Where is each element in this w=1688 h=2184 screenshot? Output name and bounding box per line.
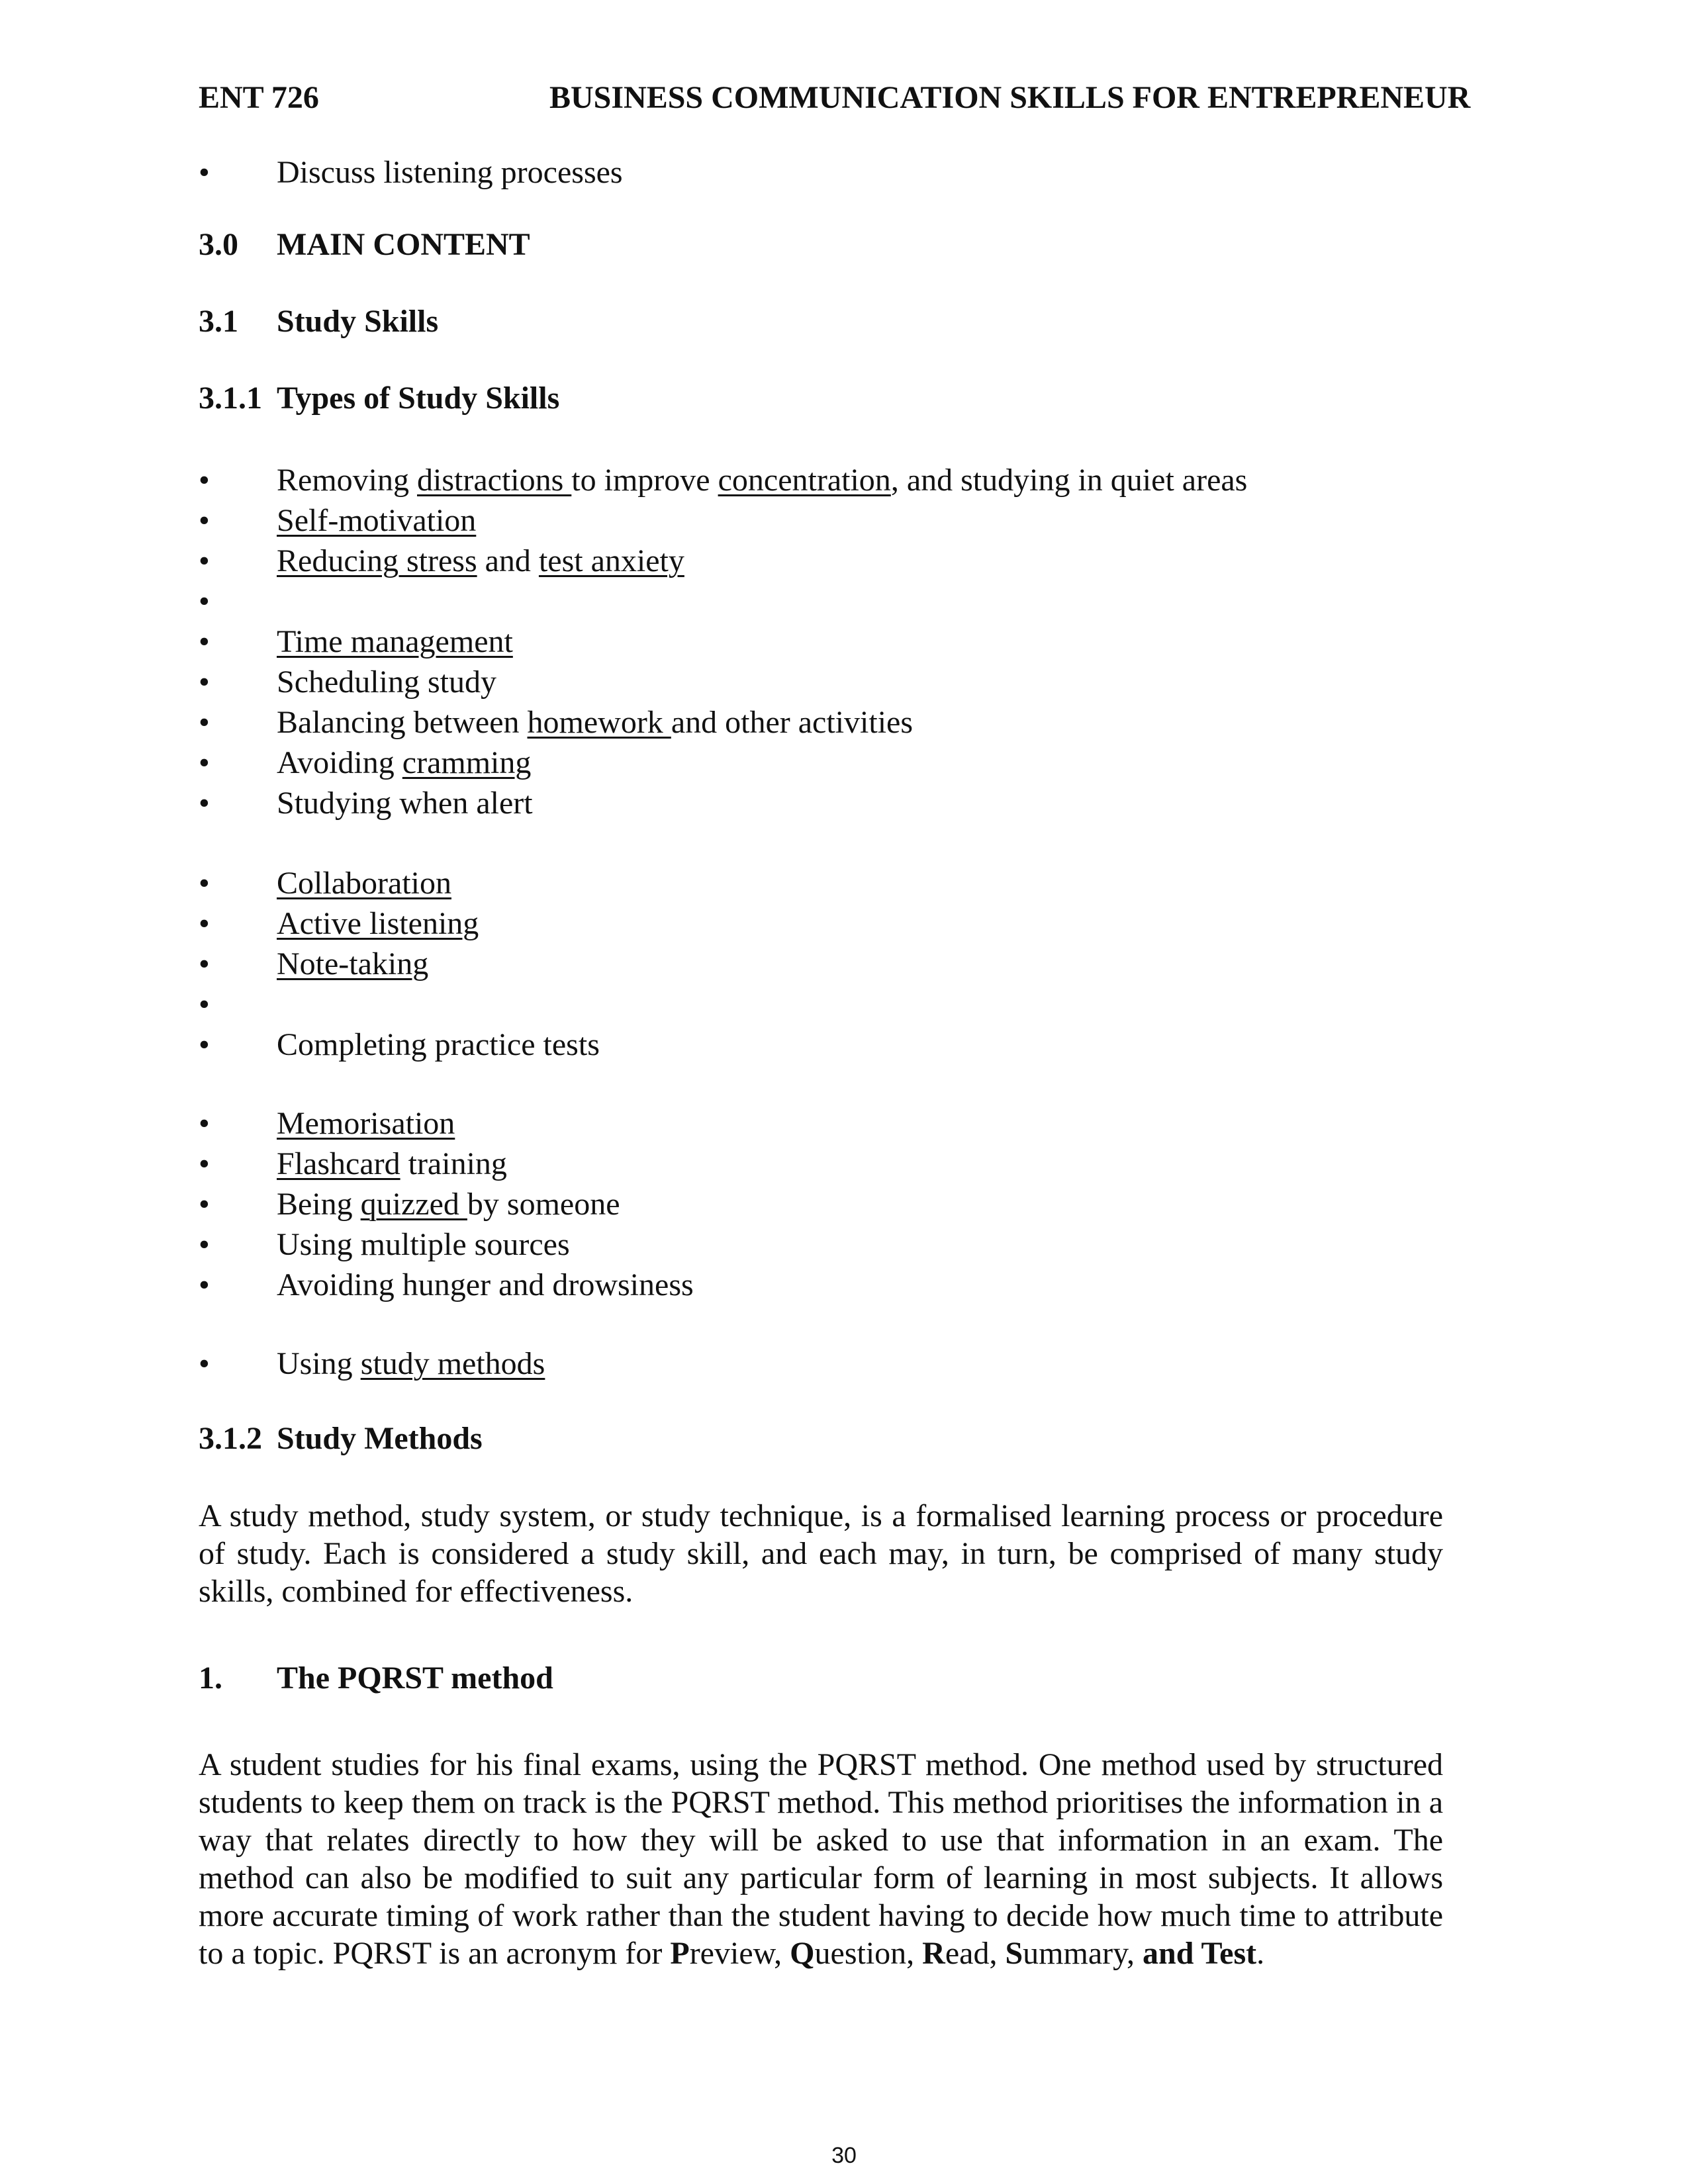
bullet-marker (199, 461, 210, 500)
bullet-marker (199, 1185, 210, 1224)
list-item (277, 1185, 620, 1224)
list-item (277, 864, 451, 903)
section-number: 3.1 (199, 304, 238, 339)
acronym-letter-s: S (1005, 1936, 1023, 1971)
list-item (277, 622, 513, 662)
list-item: Using multiple sources (277, 1227, 570, 1262)
link-quizzed[interactable]: quizzed (360, 1187, 467, 1222)
link-collaboration[interactable]: Collaboration (277, 866, 451, 901)
section-title-study-methods: Study Methods (277, 1421, 483, 1456)
link-active-listening[interactable]: Active listening (277, 906, 479, 941)
bullet-marker (199, 985, 210, 1024)
section-title-main-content: MAIN CONTENT (277, 227, 530, 262)
acronym-letter-p: P (670, 1936, 690, 1971)
link-homework[interactable]: homework (527, 705, 671, 740)
list-item (277, 743, 531, 783)
text-segment: and other activities (671, 705, 914, 740)
list-item (277, 1104, 455, 1144)
section-number: 3.1.2 (199, 1421, 262, 1456)
list-item: Scheduling study (277, 664, 496, 700)
text-segment: Being (277, 1187, 361, 1222)
link-note-taking[interactable]: Note-taking (277, 946, 429, 981)
list-item (277, 944, 428, 984)
list-item: Avoiding hunger and drowsiness (277, 1267, 694, 1302)
text-segment: Balancing between (277, 705, 528, 740)
bullet-marker (199, 944, 210, 984)
list-item: Studying when alert (277, 786, 533, 821)
link-time-management[interactable]: Time management (277, 624, 513, 659)
text-segment: ummary, (1023, 1936, 1143, 1971)
text-segment: , and studying in quiet areas (890, 463, 1248, 498)
text-segment: Using (277, 1346, 361, 1381)
method-title-pqrst: The PQRST method (277, 1661, 553, 1696)
pqrst-paragraph (199, 1746, 1443, 1972)
course-code: ENT 726 (199, 80, 319, 115)
link-study-methods[interactable]: study methods (360, 1346, 545, 1381)
bullet-marker (199, 784, 210, 823)
link-concentration[interactable]: concentration (718, 463, 891, 498)
bullet-marker (199, 1144, 210, 1184)
section-number: 3.0 (199, 227, 238, 262)
list-item (277, 703, 913, 743)
text-segment: Avoiding (277, 745, 402, 780)
bullet-marker (199, 703, 210, 743)
link-memorisation[interactable]: Memorisation (277, 1106, 455, 1141)
text-segment: A student studies for his final exams, using the PQRST method. One method used by structured students to keep them on track is the PQRST method. This method prioritises the information in a way that relates directly to how they will be asked to use that information in an exam. The method can also be modified to suit any particular form of learning in most subjects. It allows more accurate timing of work rather than the student having to decide how much time to attribute to a topic. PQRST is an acronym for (199, 1747, 1443, 1971)
objective-item: Discuss listening processes (277, 155, 623, 190)
bullet-marker (199, 1025, 210, 1065)
text-segment: to improve (571, 463, 718, 498)
list-item (277, 1344, 545, 1384)
link-flashcard[interactable]: Flashcard (277, 1146, 400, 1181)
bullet-marker (199, 153, 210, 193)
acronym-letter-q: Q (790, 1936, 815, 1971)
section-title-study-skills: Study Skills (277, 304, 439, 339)
bullet-marker (199, 541, 210, 581)
list-item (277, 461, 1247, 500)
link-self-motivation[interactable]: Self-motivation (277, 503, 477, 538)
link-cramming[interactable]: cramming (402, 745, 532, 780)
text-segment: . (1256, 1936, 1265, 1971)
text-segment: review, (689, 1936, 790, 1971)
course-title: BUSINESS COMMUNICATION SKILLS FOR ENTREPRENEUR (549, 80, 1471, 115)
list-item: Completing practice tests (277, 1027, 600, 1062)
link-distractions[interactable]: distractions (417, 463, 572, 498)
text-segment: training (400, 1146, 507, 1181)
bullet-marker (199, 1104, 210, 1144)
text-segment: ead, (945, 1936, 1006, 1971)
acronym-and-test: and Test (1143, 1936, 1257, 1971)
bullet-marker (199, 1265, 210, 1305)
section-number: 3.1.1 (199, 381, 262, 416)
section-title-types-of-study-skills: Types of Study Skills (277, 381, 560, 416)
link-test-anxiety[interactable]: test anxiety (538, 543, 684, 578)
bullet-marker (199, 1344, 210, 1384)
list-item (277, 541, 684, 581)
text-segment: and (477, 543, 539, 578)
page-number: 30 (831, 2143, 857, 2168)
link-reducing-stress[interactable]: Reducing stress (277, 543, 477, 578)
bullet-marker (199, 743, 210, 783)
list-item (277, 501, 476, 541)
bullet-marker (199, 904, 210, 944)
bullet-marker (199, 622, 210, 662)
bullet-marker (199, 864, 210, 903)
bullet-marker (199, 1225, 210, 1265)
method-number: 1. (199, 1661, 222, 1696)
bullet-marker (199, 501, 210, 541)
text-segment: by someone (467, 1187, 620, 1222)
acronym-letter-r: R (922, 1936, 945, 1971)
text-segment: uestion, (814, 1936, 923, 1971)
bullet-marker (199, 582, 210, 621)
list-item (277, 904, 479, 944)
bullet-marker (199, 662, 210, 702)
study-methods-paragraph: A study method, study system, or study technique, is a formalised learning process or procedure of study. Each is considered a study skill, and each may, in turn, be comprised of many study skills, combined for effectiveness. (199, 1498, 1443, 1609)
text-segment: Removing (277, 463, 417, 498)
list-item (277, 1144, 507, 1184)
